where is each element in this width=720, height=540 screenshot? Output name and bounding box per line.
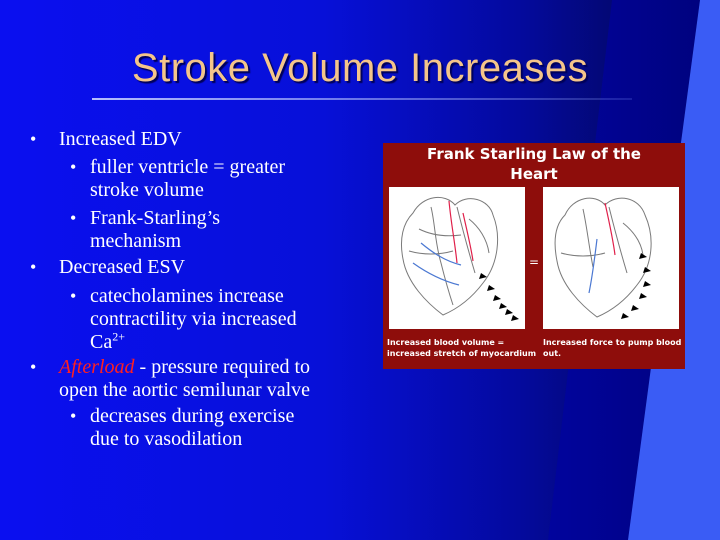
bullet-dot-icon: •	[70, 157, 77, 177]
caption-line: out.	[543, 349, 562, 358]
figure-title-line: Frank Starling Law of the	[427, 145, 641, 163]
bullet-dot-icon: •	[30, 257, 37, 277]
heart-illustration-icon	[383, 143, 685, 369]
sub-bullet-frank-starling	[90, 207, 220, 253]
bullet-text: - pressure required to	[134, 356, 311, 378]
sub-bullet-catecholamines	[90, 285, 297, 354]
calcium-symbol: Ca	[90, 331, 113, 353]
bullet-text: stroke volume	[90, 179, 204, 201]
sub-bullet-decreases-exercise	[90, 405, 294, 451]
bullet-dot-icon: •	[70, 406, 77, 426]
right-heart-panel	[543, 187, 679, 329]
bullet-dot-icon: •	[30, 357, 37, 377]
afterload-term: Afterload	[59, 356, 135, 378]
caption-line: Increased blood volume =	[387, 338, 505, 347]
calcium-charge: 2+	[112, 329, 125, 344]
bullet-text: decreases during exercise	[90, 405, 295, 427]
bullet-text: open the aortic semilunar valve	[59, 379, 311, 401]
bullet-text	[59, 356, 379, 379]
bullet-dot-icon: •	[70, 286, 77, 306]
bullet-decreased-esv	[59, 256, 185, 279]
caption-line: increased stretch of myocardium	[387, 349, 537, 358]
bullet-text: catecholamines increase	[90, 285, 284, 307]
figure-caption-left	[387, 337, 537, 359]
bullet-text: contractility via increased	[90, 308, 297, 330]
bullet-dot-icon: •	[70, 208, 77, 228]
figure-caption-right	[543, 337, 683, 359]
figure-title-line: Heart	[510, 165, 558, 183]
equals-sign: =	[528, 255, 540, 269]
bullet-dot-icon: •	[30, 129, 37, 149]
sub-bullet-fuller-ventricle	[90, 156, 285, 202]
bullet-text: fuller ventricle = greater	[90, 156, 286, 178]
frank-starling-figure	[383, 143, 685, 369]
bullet-text: Decreased ESV	[59, 256, 186, 278]
title-underline	[92, 98, 632, 100]
caption-line: Increased force to pump blood	[543, 338, 682, 347]
bullet-text: Frank-Starling’s	[90, 207, 220, 229]
bullet-text: due to vasodilation	[90, 428, 243, 450]
slide-title: Stroke Volume Increases	[131, 46, 589, 90]
bullet-increased-edv	[59, 128, 182, 151]
bullet-text: Increased EDV	[59, 128, 182, 150]
bullet-text	[90, 331, 297, 354]
bullet-afterload	[59, 356, 379, 402]
bullet-text: mechanism	[90, 230, 182, 252]
